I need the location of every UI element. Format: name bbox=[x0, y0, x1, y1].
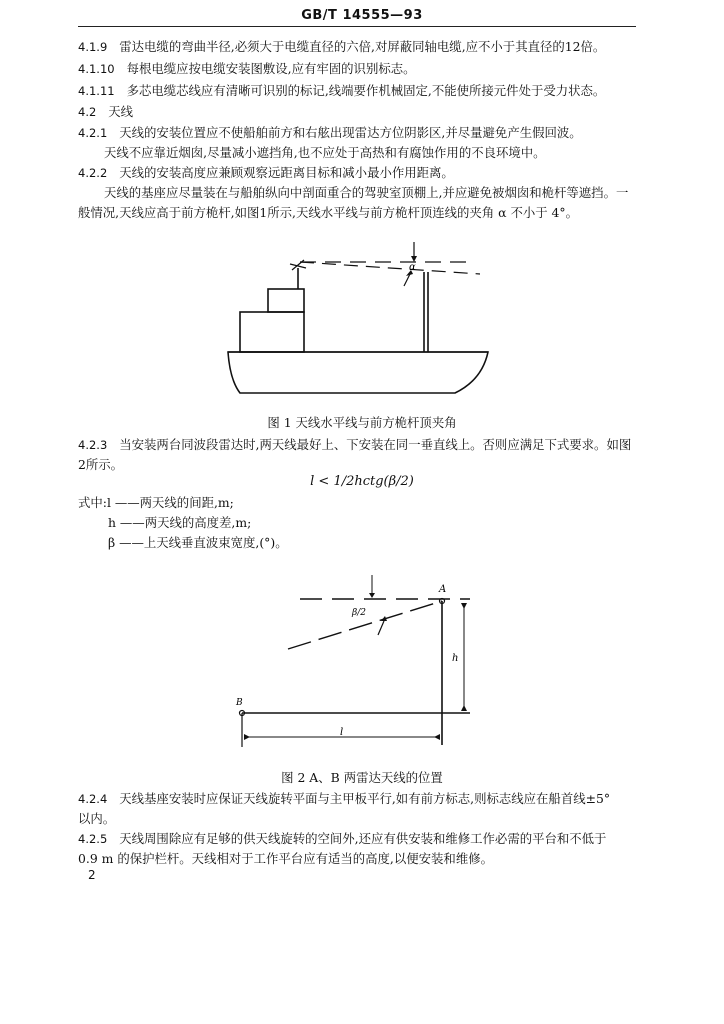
section-number: 4.2 bbox=[78, 105, 97, 119]
figure-2-caption: 图 2 A、B 两雷达天线的位置 bbox=[281, 770, 443, 785]
clause-number: 4.2.2 bbox=[78, 166, 108, 180]
clause-4-1-10 bbox=[78, 60, 638, 78]
header-rule bbox=[78, 26, 636, 27]
clause-number: 4.2.5 bbox=[78, 832, 108, 846]
clause-text: 雷达电缆的弯曲半径,必须大于电缆直径的六倍,对屏蔽同轴电缆,应不小于其直径的12倍。 bbox=[119, 39, 606, 54]
clause-4-2-1 bbox=[78, 124, 638, 142]
label-A: A bbox=[439, 584, 447, 595]
ship-hull bbox=[228, 352, 488, 393]
clause-number: 4.1.9 bbox=[78, 40, 108, 54]
superstructure-upper bbox=[268, 289, 304, 312]
clause-number: 4.2.3 bbox=[78, 438, 108, 452]
formula: l < 1/2hctg(β/2) bbox=[310, 474, 414, 489]
clause-4-2-3-line2: 2所示。 bbox=[78, 457, 124, 472]
clause-4-2-5-line2: 0.9 m 的保护栏杆。天线相对于工作平台应有适当的高度,以便安装和维修。 bbox=[78, 851, 493, 866]
label-B: B bbox=[236, 698, 243, 708]
section-4-2 bbox=[78, 103, 638, 121]
clause-text: 天线基座安装时应保证天线旋转平面与主甲板平行,如有前方标志,则标志线应在船首线±5° bbox=[119, 791, 611, 806]
clause-4-2-5 bbox=[78, 830, 638, 848]
label-h: h bbox=[452, 653, 459, 664]
beta-arc bbox=[378, 621, 384, 635]
page-number: 2 bbox=[88, 868, 96, 882]
clause-text: 天线的安装位置应不使船舶前方和右舷出现雷达方位阴影区,并尽量避免产生假回波。 bbox=[119, 125, 582, 140]
clause-number: 4.1.10 bbox=[78, 62, 115, 76]
clause-text: 每根电缆应按电缆安装图敷设,应有牢固的识别标志。 bbox=[126, 61, 416, 76]
clause-4-2-2 bbox=[78, 164, 638, 182]
clause-number: 4.2.4 bbox=[78, 792, 108, 806]
page-header: GB/T 14555—93 bbox=[301, 8, 423, 23]
clause-4-1-9 bbox=[78, 38, 638, 56]
clause-text: 天线周围除应有足够的供天线旋转的空间外,还应有供安装和维修工作必需的平台和不低于 bbox=[119, 831, 607, 846]
clause-4-1-11 bbox=[78, 82, 638, 100]
figure-1-caption: 图 1 天线水平线与前方桅杆顶夹角 bbox=[267, 415, 457, 430]
clause-text: 多芯电缆芯线应有清晰可识别的标记,线端要作机械固定,不能使所接元件处于受力状态。 bbox=[126, 83, 606, 98]
where-l: 式中:l ——两天线的间距,m; bbox=[78, 495, 234, 510]
where-beta: β ——上天线垂直波束宽度,(°)。 bbox=[108, 535, 288, 550]
clause-4-2-3 bbox=[78, 436, 638, 454]
where-h: h ——两天线的高度差,m; bbox=[108, 515, 252, 530]
figure-1-ship-diagram bbox=[0, 230, 724, 410]
angle-arrow-lower bbox=[404, 274, 410, 286]
clause-4-2-4 bbox=[78, 790, 638, 808]
alpha-label: α bbox=[409, 262, 416, 273]
section-title: 天线 bbox=[108, 104, 134, 119]
clause-number: 4.2.1 bbox=[78, 126, 108, 140]
label-beta-half: β/2 bbox=[352, 608, 366, 618]
sight-line-to-mast-top bbox=[300, 262, 480, 274]
clause-4-2-2-line2: 般情况,天线应高于前方桅杆,如图1所示,天线水平线与前方桅杆顶连线的夹角 α 不小于 4°。 bbox=[78, 205, 579, 220]
figure-2-antenna-position bbox=[0, 565, 724, 765]
clause-text: 天线的安装高度应兼顾观察远距离目标和减小最小作用距离。 bbox=[119, 165, 454, 180]
clause-4-2-2-line1: 天线的基座应尽量装在与船舶纵向中剖面重合的驾驶室顶棚上,并应避免被烟囱和桅杆等遮挡。一 bbox=[104, 185, 629, 200]
clause-4-2-4-line2: 以内。 bbox=[78, 811, 116, 826]
clause-number: 4.1.11 bbox=[78, 84, 115, 98]
label-l: l bbox=[340, 727, 344, 738]
clause-4-2-1-continued: 天线不应靠近烟囱,尽量减小遮挡角,也不应处于高热和有腐蚀作用的不良环境中。 bbox=[104, 145, 546, 160]
clause-text: 当安装两台同波段雷达时,两天线最好上、下安装在同一垂直线上。否则应满足下式要求。如图 bbox=[119, 437, 632, 452]
superstructure-lower bbox=[240, 312, 304, 352]
